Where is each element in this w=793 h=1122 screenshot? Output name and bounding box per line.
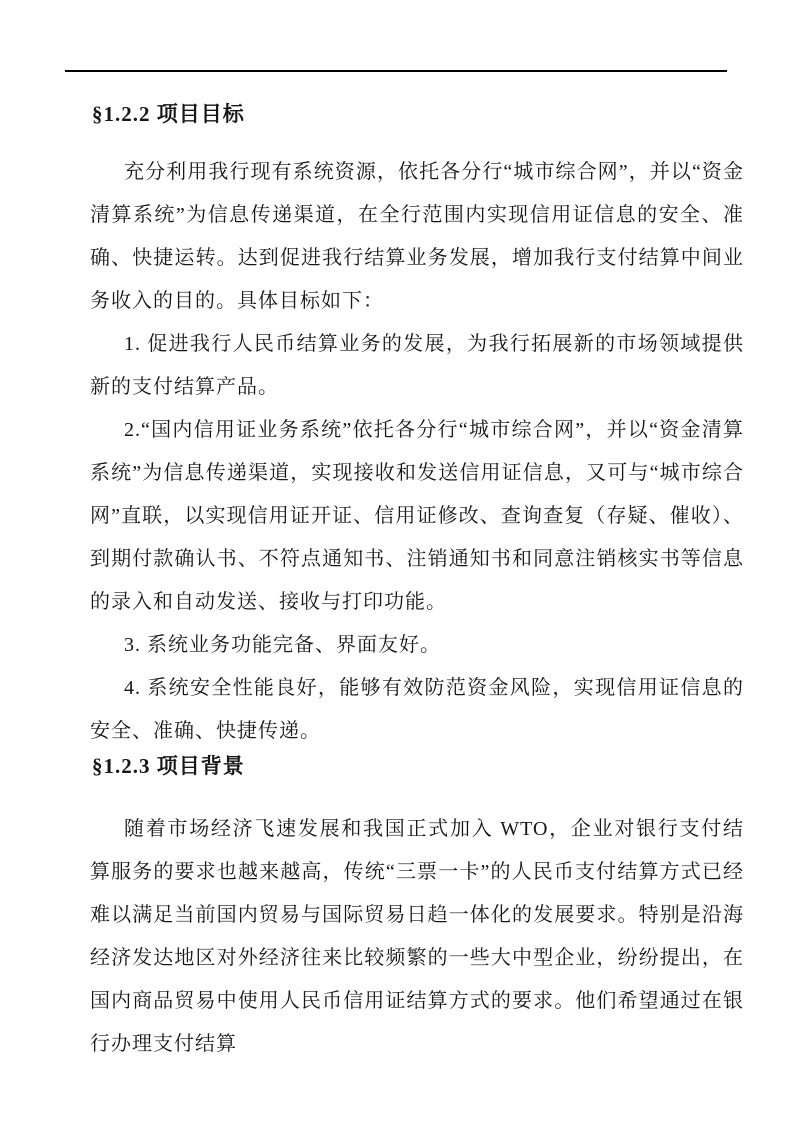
paragraph-objective-item-1: 1. 促进我行人民币结算业务的发展，为我行拓展新的市场领域提供新的支付结算产品。 bbox=[90, 333, 744, 398]
paragraph-objective-item-3: 3. 系统业务功能完备、界面友好。 bbox=[124, 634, 441, 656]
paragraph-objectives-intro: 充分利用我行现有系统资源，依托各分行“城市综合网”，并以“资金清算系统”为信息传递渠道，在全行范围内实现信用证信息的安全、准确、快捷运转。达到促进我行结算业务发展，增加我行支付结算中间业务收入的目的。具体目标如下： bbox=[90, 161, 744, 312]
paragraph-objective-item-4: 4. 系统安全性能良好，能够有效防范资金风险，实现信用证信息的安全、准确、快捷传递。 bbox=[90, 677, 744, 742]
section-heading-2: §1.2.3 项目背景 bbox=[92, 754, 245, 778]
section-heading-1: §1.2.2 项目目标 bbox=[92, 102, 245, 126]
paragraph-objective-item-2: 2.“国内信用证业务系统”依托各分行“城市综合网”，并以“资金清算系统”为信息传递渠道，实现接收和发送信用证信息，又可与“城市综合网”直联，以实现信用证开证、信用证修改、查询查复（存疑、催收）、到期付款确认书、不符点通知书、注销通知书和同意注销核实书等信息的录入和自动发送、接收与打印功能。 bbox=[90, 419, 744, 613]
section-2-body bbox=[90, 808, 744, 1066]
header-rule bbox=[65, 70, 727, 72]
paragraph-background-intro: 随着市场经济飞速发展和我国正式加入 WTO，企业对银行支付结算服务的要求也越来越高，传统“三票一卡”的人民币支付结算方式已经难以满足当前国内贸易与国际贸易日趋一体化的发展要求。特别是沿海经济发达地区对外经济往来比较频繁的一些大中型企业，纷纷提出，在国内商品贸易中使用人民币信用证结算方式的要求。他们希望通过在银行办理支付结算 bbox=[90, 818, 744, 1055]
section-1-body bbox=[90, 151, 744, 753]
